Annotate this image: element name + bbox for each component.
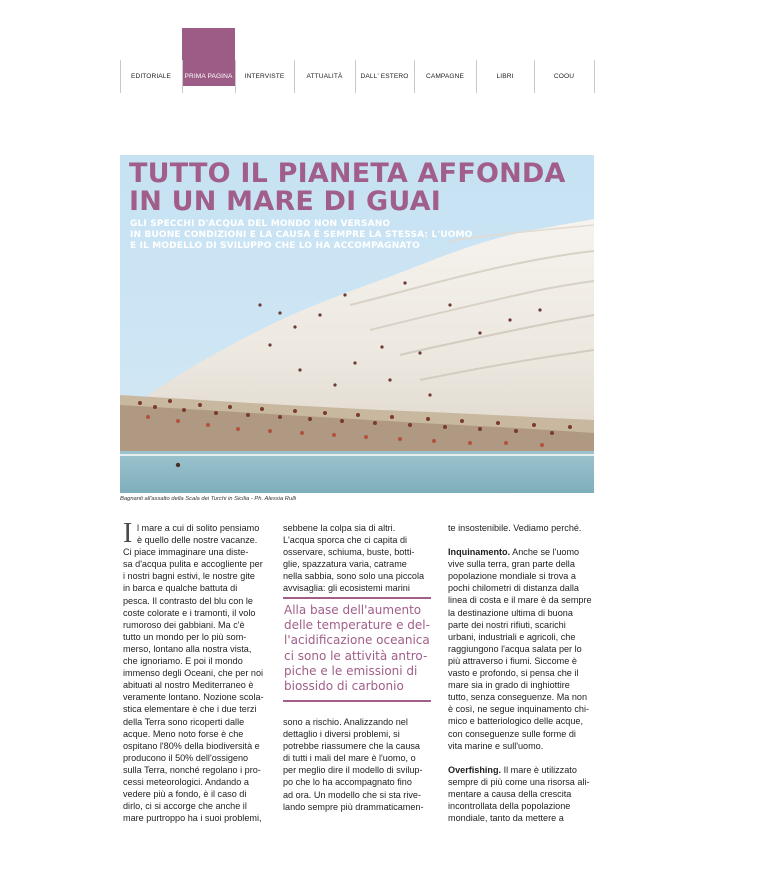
text-line: sebbene la colpa sia di altri. — [283, 523, 396, 533]
text-line: L'acqua sporca che ci capita di — [283, 535, 408, 546]
paragraph-text: Anche se l'uomo — [510, 547, 580, 558]
text-line: piche e le emissioni di — [284, 663, 418, 678]
text-line: mare sia in grado di inghiottire — [448, 680, 570, 691]
hero-photo — [120, 155, 594, 493]
article-subtitle-line: IN BUONE CONDIZIONI E LA CAUSA È SEMPRE LA STESSA: L'UOMO — [130, 230, 473, 240]
text-line: ci sono le attività antro- — [284, 648, 428, 663]
text-line: osservare, schiuma, buste, botti- — [283, 547, 415, 558]
text-line: sono a rischio. Analizzando nel — [283, 717, 408, 727]
text-line: mare purtroppo ha i suoi problemi, — [123, 813, 262, 824]
text-line: acque. Meno noto forse è che — [123, 728, 244, 739]
text-line: è così, ne segue inquinamento chi- — [448, 704, 590, 715]
subheading-overfishing: Overfishing. — [448, 764, 502, 775]
text-line: delle temperature e del- — [284, 618, 430, 633]
text-line: per meglio dire il modello di svilup- — [283, 765, 423, 776]
text-line: linea di costa e il mare è da sempre — [448, 595, 592, 606]
text-line: dirlo, ci si accorge che anche il — [123, 801, 247, 812]
text-line: immenso degli Oceani, che per noi — [123, 668, 264, 679]
text-line: Alla base dell'aumento — [284, 603, 422, 617]
text-line: popolazione mondiale si trova a — [448, 571, 576, 582]
text-line: mentare a causa della crescita — [448, 788, 572, 799]
text-line: urbani, industriali e agricoli, che — [448, 631, 576, 642]
text-line: po che lo ha accompagnato fino — [283, 777, 412, 788]
nav-item-interviste[interactable]: INTERVISTE — [244, 73, 285, 80]
nav-item-campagne[interactable]: CAMPAGNE — [425, 73, 465, 80]
text-line: vedere più a fondo, è il caso di — [123, 789, 247, 800]
text-line: tutto un mondo per lo più som- — [123, 631, 247, 642]
article-subtitle-line: GLI SPECCHI D'ACQUA DEL MONDO NON VERSANO — [130, 219, 391, 229]
text-line: biossido di carbonio — [284, 679, 404, 694]
text-line: l'acidificazione oceanica — [284, 633, 430, 648]
text-line: la destinazione ultima di buona — [448, 607, 573, 618]
text-line: lando sempre più drammaticamen- — [283, 801, 424, 812]
article-column-2 — [283, 522, 431, 595]
text-line: sa d'acqua pulita e accogliente per — [123, 559, 263, 570]
pull-quote-text — [283, 603, 431, 694]
pull-quote-rule-top — [283, 597, 431, 599]
article-column-3 — [448, 522, 596, 824]
text-line: nella sabbia, sono solo una piccola — [283, 571, 425, 582]
article-subtitle-line: E IL MODELLO DI SVILUPPO CHE LO HA ACCOMPAGNATO — [130, 241, 420, 251]
nav-item-coou[interactable]: COOU — [553, 73, 575, 80]
text-line: merso, lontano alla nostra vista, — [123, 643, 252, 654]
text-line: incontrollata della popolazione — [448, 800, 571, 811]
pull-quote-rule-bottom — [283, 700, 431, 702]
text-line: mico e batteriologico delle acque, — [448, 716, 583, 727]
text-line: veramente lontano. Nozione scola- — [123, 692, 264, 703]
text-line: sempre di più come una risorsa ali- — [448, 776, 590, 787]
text-line: potrebbe riassumere che la causa — [283, 741, 420, 752]
text-line: con conseguenze sulle forme di — [448, 728, 576, 739]
text-line: l mare a cui di solito pensiamo — [137, 523, 260, 533]
text-line: in barca e qualche battuta di — [123, 583, 238, 594]
text-line: della Terra sono ricoperti dalle — [123, 716, 245, 727]
nav-item-prima-pagina[interactable]: PRIMA PAGINA — [184, 73, 233, 80]
article-title — [129, 160, 566, 216]
text-line: mondiale, tanto da mettere a — [448, 813, 564, 824]
text-line: avvisaglia: gli ecosistemi marini — [283, 583, 410, 594]
photo-caption: Bagnanti all'assalto della Scala dei Turchi in Sicilia - Ph. Alessia Rulli — [120, 496, 297, 502]
text-line: è quello delle nostre vacanze. — [137, 535, 258, 546]
text-line: abituati al nostro Mediterraneo è — [123, 680, 254, 691]
nav-item-attualita[interactable]: ATTUALITÀ — [306, 73, 343, 80]
text-line: glie, spazzatura varia, catrame — [283, 559, 407, 570]
pull-quote — [283, 597, 431, 702]
text-line: ospitano l'80% della biodiversità e — [123, 740, 260, 751]
article-column-1 — [123, 518, 271, 824]
article-subtitle — [130, 219, 472, 252]
text-line: che ignoriamo. E poi il mondo — [123, 656, 243, 667]
text-line: pesca. Il contrasto del blu con le — [123, 595, 253, 606]
section-nav — [120, 60, 595, 93]
nav-item-dall-estero[interactable]: DALL' ESTERO — [360, 73, 409, 80]
text-line: raggiungono l'acqua salata per lo — [448, 643, 582, 654]
text-line: i nostri bagni estivi, le nostre gite — [123, 571, 255, 582]
text-line: dettaglio i diversi problemi, si — [283, 729, 400, 740]
nav-item-editoriale[interactable]: EDITORIALE — [130, 73, 172, 80]
text-line: coste colorate e i tramonti, il volo — [123, 607, 256, 618]
article-title-line: IN UN MARE DI GUAI — [129, 186, 442, 217]
paragraph — [448, 546, 596, 558]
text-line: pochi chilometri di distanza dalla — [448, 583, 579, 594]
drop-cap: I — [123, 518, 133, 549]
paragraph — [448, 764, 596, 776]
article-title-line: TUTTO IL PIANETA AFFONDA — [129, 158, 566, 189]
paragraph-text: Il mare è utilizzato — [501, 764, 577, 775]
text-line: vita marine e sull'uomo. — [448, 740, 544, 751]
nav-item-libri[interactable]: LIBRI — [496, 73, 514, 80]
text-line: vive sulla terra, gran parte della — [448, 559, 575, 570]
text-line: Ci piace immaginare una diste- — [123, 547, 249, 558]
subheading-inquinamento: Inquinamento. — [448, 547, 511, 558]
text-line: vasto e profondo, si pensa che il — [448, 668, 579, 679]
text-line: stica elementare è che i due terzi — [123, 704, 257, 715]
text-line: parte dei nostri rifiuti, scarichi — [448, 619, 566, 630]
text-line: cessi meteorologici. Andando a — [123, 776, 249, 787]
text-line: di tutti i mali del mare è l'uomo, o — [283, 753, 416, 764]
text-line: tutto, senza conseguenze. Ma non — [448, 692, 588, 703]
paragraph: te insostenibile. Vediamo perché. — [448, 523, 582, 533]
text-line: rumoroso dei gabbiani. Ma c'è — [123, 619, 245, 630]
nav-divider — [594, 60, 595, 93]
text-line: ad ora. Un modello che si sta rive- — [283, 789, 421, 800]
text-line: producono il 50% dell'ossigeno — [123, 752, 249, 763]
text-line: sulla Terra, nonché regolano i pro- — [123, 764, 261, 775]
article-column-2-continued — [283, 716, 431, 813]
text-line: più attraverso i fiumi. Siccome è — [448, 655, 577, 666]
